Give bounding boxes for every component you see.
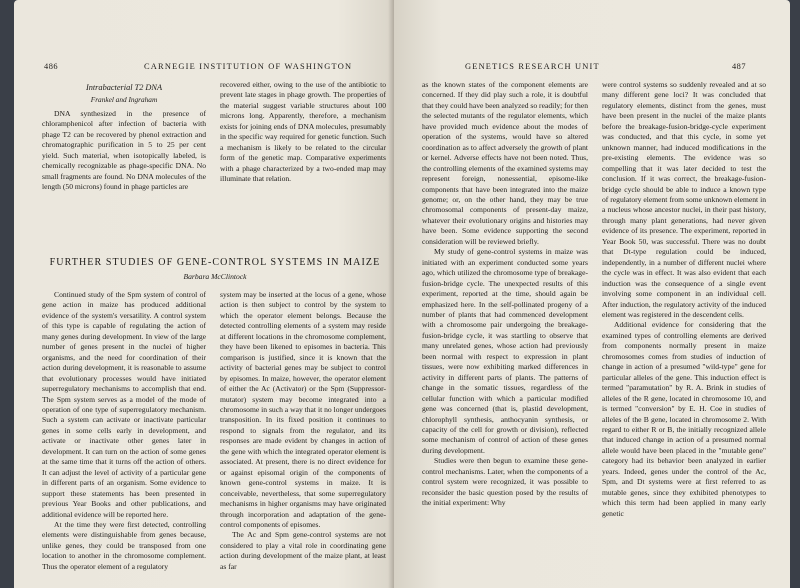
running-head-left: CARNEGIE INSTITUTION OF WASHINGTON bbox=[144, 62, 353, 71]
intro-col-2 bbox=[220, 80, 386, 185]
paragraph: Additional evidence for considering that the examined types of controlling elements are derived from components normally present in maize chromosomes comes from studies of induction of change in action of a presumed "wild-type" gene for particular alleles of the gene. This induction effect is termed "paramutation" by R. A. Brink in studies of alleles of the R gene, located in chromosome 10, and is termed "conversion" by E. H. Coe in studies of alleles of the B gene, located in chromosome 2. With regard to either R or B, the initially recognized allele that induced change in action of a presumed normal allele would have been placed in the "mutable gene" category had its behavior been analyzed in earlier years. Indeed, genes under the control of the Ac, Spm, and Dt systems were at first referred to as mutable genes, since they exhibited phenotypes to which this term had been applied in many early genetic bbox=[602, 320, 766, 518]
page-number-right: 487 bbox=[731, 62, 746, 71]
left-page bbox=[14, 0, 394, 588]
section-title: FURTHER STUDIES OF GENE-CONTROL SYSTEMS IN MAIZE bbox=[49, 257, 381, 268]
intro-paragraph-2: recovered either, owing to the use of the antibiotic to prevent late stages in phage growth. The properties of the material suggest variable structures about 100 microns long. Apparently, therefore, a mechanism exists for joining ends of DNA molecules, presumably in the specific way required for genetic function. Such a mechanism is likely to be related to the circular form of the genetic map. Comparative experiments with a phage characterized by a two-ended map may illuminate that relation. bbox=[220, 80, 386, 184]
right-page bbox=[394, 0, 790, 588]
intro-section-title: Intrabacterial T2 DNA bbox=[85, 83, 163, 92]
paragraph: Continued study of the Spm system of control of gene action in maize has produced additional evidence of the system's versatility. A control system of this type is capable of regulating the action of many genes during development. In view of the large number of genes present in the nuclei of higher organisms, and the need for coordination of their action during development, it is reasonable to assume that evolutionary processes would have initiated superregulatory mechanisms to accomplish that end. The Spm system serves as a model of the mode of operation of one type of superregulatory mechanism. Such a system can activate or inactivate particular genes in some cells early in development, and activate or inactivate other genes later in development. It can turn on the action of some genes at the same time that it turns off the action of others. It can adjust the level of activity of a particular gene in different parts of an organism. Some evidence to support these statements has been presented in previous Year Books and other publications, and additional evidence will be reported here. bbox=[42, 290, 206, 519]
paragraph: were control systems so suddenly revealed and at so many different gene loci? It was concluded that regulatory elements, distinct from the genes, must have been present in the nuclei of the maize plants before the breakage-fusion-bridge-cycle experiment was conducted, and that this cycle, in some yet unknown manner, had induced modifications in the pre-existing elements. The evidence was so compelling that it was later decided to test the conclusion. If it was correct, the breakage-fusion-bridge cycle should be able to induce a known type of regulatory element from some unknown element in a nucleus whose ancestor nuclei, in their past history, through many plant generations, had never given evidence of its presence. The experiment, reported in Year Book 50, was successful. There was no doubt that Dt-type regulation could be induced, independently, in a number of different nuclei where the cycle was in effect. It was also evident that each induction was the consequence of a single event involving some component in an individual cell. After induction, the regulatory activity of the induced element was registered in the descendent cells. bbox=[602, 80, 766, 319]
right-col-1 bbox=[422, 80, 588, 509]
main-col-1 bbox=[42, 290, 206, 572]
paragraph: The Ac and Spm gene-control systems are not considered to play a vital role in coordinating gene action during development of the maize plant, at least as far bbox=[220, 530, 386, 571]
main-col-2 bbox=[220, 290, 386, 572]
intro-section-authors: Frankel and Ingraham bbox=[90, 95, 158, 105]
paragraph: My study of gene-control systems in maize was initiated with an experiment conducted some years ago, which utilized the chromosome type of breakage-fusion-bridge cycle. The unexpected results of this experiment, reported at the time, should again be emphasized here. In the self-pollinated progeny of a number of plants that had commenced development with a chromosome pair undergoing the breakage-fusion-bridge cycle, it was startling to observe that many unrelated genes, whose action had previously been normal with respect to expression in plant tissues, were now exhibiting marked differences in activity in different parts of plants. The patterns of change in the somatic tissues, regardless of the cellular function with which a particular modified gene was concerned (that is, plastid development, chlorophyll synthesis, anthocyanin synthesis, or capacity of the cell for growth or division), reflected some mechanism of control of action of these genes during development. bbox=[422, 247, 588, 455]
paragraph: as the known states of the component elements are concerned. If they did play such a role, it is doubtful that they could have been analyzed so readily; for then the selected mutants of the regulator elements, which have provided much evidence about the modes of operation of the systems, would have so altered coordination as to affect adversely the growth of plant or kernel. Adverse effects have not been noted. Thus, the controlling elements of the examined systems may represent foreign, nonessential, episome-like components that have been integrated into the maize genome; or, on the other hand, they may be true chromosomal components of present-day maize, whatever their evolutionary origins and histories may have been. Some evidence supporting the second consideration will be reviewed briefly. bbox=[422, 80, 588, 246]
intro-col-1 bbox=[42, 83, 206, 193]
page-number-left: 486 bbox=[44, 62, 59, 71]
right-col-2 bbox=[602, 80, 766, 519]
paragraph: Studies were then begun to examine these gene-control mechanisms. Later, when the components of a control system were recognized, it was possible to reconsider the basic question posed by the results of the initial experiment: Why bbox=[422, 456, 588, 508]
intro-paragraph-1: DNA synthesized in the presence of chloramphenicol after infection of bacteria with phage T2 can be recovered by phenol extraction and chromatographic purification in 5 to 25 per cent yield. Such material, when isotopically labeled, is chemically recognizable as phage-specific DNA. No small fragments are found. No DNA molecules of the length (50 microns) found in phage particles are bbox=[42, 108, 206, 192]
paragraph: At the time they were first detected, controlling elements were distinguishable from genes because, unlike genes, they could be transposed from one location to another in the chromosome complement. Thus the operator element of a regulatory bbox=[42, 519, 206, 571]
running-head-right: GENETICS RESEARCH UNIT bbox=[465, 62, 600, 71]
section-author: Barbara McClintock bbox=[183, 272, 247, 281]
paragraph: system may be inserted at the locus of a gene, whose action is then subject to control by the system to which the operator element belongs. Because the detected controlling elements of a system may reside at different locations in the chromosome complement, they have been likened to episomes in bacteria. This comparison is justified, since it is known that the activity of bacterial genes may be subject to control by episomes. In maize, however, the operator element of either the Ac (Activator) or the Spm (Suppressor-mutator) system may become integrated into a chromosome in such a way that it no longer undergoes transposition. In its fixed position it continues to respond to signals from the regulator, and its responses are made evident by changes in action of the gene with which the integrated operator element is associated. At present, there is no direct evidence for or against episomal origin of the components of known gene-control systems in maize. It is conceivable, nevertheless, that some superregulatory mechanisms in higher organisms may have originated through incorporation and adaptation of the gene-control components of episomes. bbox=[220, 290, 386, 529]
